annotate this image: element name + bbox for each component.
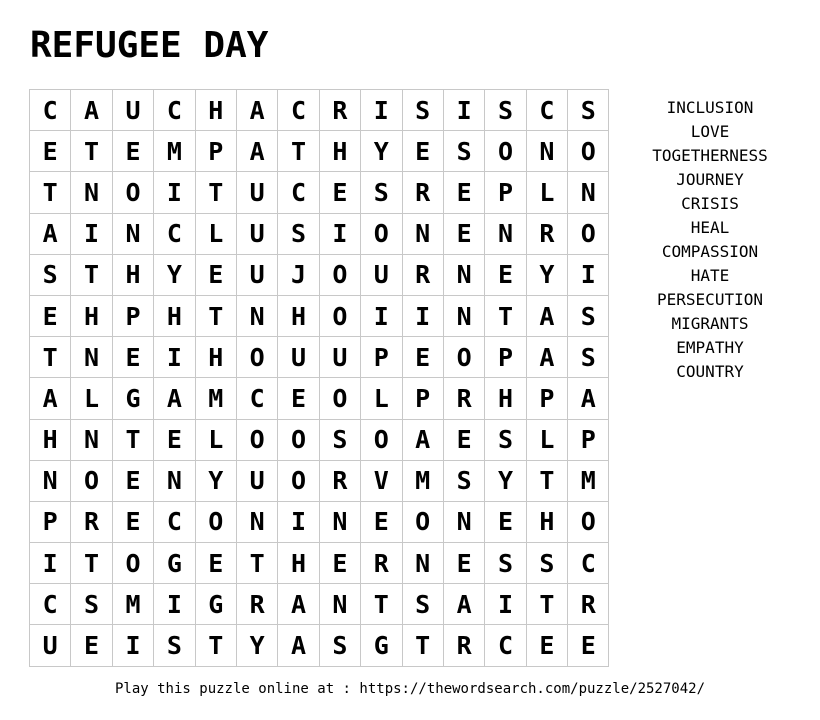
- grid-cell-r6-c6[interactable]: U: [278, 337, 319, 378]
- grid-cell-r1-c8[interactable]: Y: [361, 131, 402, 172]
- grid-cell-r3-c8[interactable]: O: [361, 214, 402, 255]
- grid-cell-r4-c6[interactable]: J: [278, 255, 319, 296]
- grid-cell-r11-c10[interactable]: E: [444, 543, 485, 584]
- grid-cell-r0-c3[interactable]: C: [154, 90, 195, 131]
- grid-cell-r10-c7[interactable]: N: [320, 502, 361, 543]
- grid-cell-r9-c8[interactable]: V: [361, 461, 402, 502]
- grid-cell-r11-c9[interactable]: N: [403, 543, 444, 584]
- grid-cell-r9-c10[interactable]: S: [444, 461, 485, 502]
- grid-cell-r8-c0[interactable]: H: [30, 420, 71, 461]
- grid-cell-r0-c12[interactable]: C: [527, 90, 568, 131]
- word-list-item: HATE: [690, 266, 730, 285]
- grid-cell-r0-c13[interactable]: S: [568, 90, 609, 131]
- grid-cell-r2-c8[interactable]: S: [361, 172, 402, 213]
- grid-cell-r6-c0[interactable]: T: [30, 337, 71, 378]
- grid-cell-r8-c3[interactable]: E: [154, 420, 195, 461]
- grid-cell-r5-c13[interactable]: S: [568, 296, 609, 337]
- grid-cell-r5-c8[interactable]: I: [361, 296, 402, 337]
- grid-cell-r12-c6[interactable]: A: [278, 584, 319, 625]
- grid-cell-r13-c9[interactable]: T: [403, 625, 444, 666]
- grid-cell-r5-c1[interactable]: H: [71, 296, 112, 337]
- grid-cell-r5-c10[interactable]: N: [444, 296, 485, 337]
- grid-cell-r2-c3[interactable]: I: [154, 172, 195, 213]
- grid-cell-r3-c6[interactable]: S: [278, 214, 319, 255]
- grid-cell-r0-c6[interactable]: C: [278, 90, 319, 131]
- grid-cell-r0-c2[interactable]: U: [113, 90, 154, 131]
- grid-cell-r3-c7[interactable]: I: [320, 214, 361, 255]
- grid-cell-r2-c4[interactable]: T: [196, 172, 237, 213]
- grid-cell-r3-c0[interactable]: A: [30, 214, 71, 255]
- grid-cell-r9-c3[interactable]: N: [154, 461, 195, 502]
- grid-cell-r9-c2[interactable]: E: [113, 461, 154, 502]
- grid-cell-r9-c0[interactable]: N: [30, 461, 71, 502]
- grid-cell-r4-c2[interactable]: H: [113, 255, 154, 296]
- grid-cell-r7-c3[interactable]: A: [154, 378, 195, 419]
- letter-grid[interactable]: [29, 89, 609, 667]
- grid-cell-r5-c0[interactable]: E: [30, 296, 71, 337]
- grid-cell-r9-c11[interactable]: Y: [485, 461, 526, 502]
- grid-cell-r13-c7[interactable]: S: [320, 625, 361, 666]
- grid-cell-r0-c1[interactable]: A: [71, 90, 112, 131]
- grid-cell-r1-c5[interactable]: A: [237, 131, 278, 172]
- grid-cell-r1-c13[interactable]: O: [568, 131, 609, 172]
- word-list-item: LOVE: [690, 122, 730, 141]
- grid-cell-r2-c0[interactable]: T: [30, 172, 71, 213]
- grid-cell-r7-c7[interactable]: O: [320, 378, 361, 419]
- grid-cell-r8-c2[interactable]: T: [113, 420, 154, 461]
- grid-cell-r4-c0[interactable]: S: [30, 255, 71, 296]
- grid-cell-r13-c10[interactable]: R: [444, 625, 485, 666]
- footer-link-text[interactable]: Play this puzzle online at : https://thewordsearch.com/puzzle/2527042/: [114, 681, 705, 697]
- grid-cell-r5-c4[interactable]: T: [196, 296, 237, 337]
- grid-cell-r9-c9[interactable]: M: [403, 461, 444, 502]
- grid-cell-r12-c13[interactable]: R: [568, 584, 609, 625]
- grid-cell-r4-c8[interactable]: U: [361, 255, 402, 296]
- grid-cell-r7-c8[interactable]: L: [361, 378, 402, 419]
- grid-cell-r5-c11[interactable]: T: [485, 296, 526, 337]
- grid-cell-r3-c2[interactable]: N: [113, 214, 154, 255]
- word-list-item: PERSECUTION: [657, 290, 763, 309]
- grid-cell-r2-c13[interactable]: N: [568, 172, 609, 213]
- grid-cell-r2-c2[interactable]: O: [113, 172, 154, 213]
- word-list-item: COMPASSION: [661, 242, 759, 261]
- grid-cell-r3-c10[interactable]: E: [444, 214, 485, 255]
- word-list-item: INCLUSION: [666, 98, 754, 117]
- grid-cell-r8-c9[interactable]: A: [403, 420, 444, 461]
- word-list-item: MIGRANTS: [671, 314, 749, 333]
- grid-cell-r5-c9[interactable]: I: [403, 296, 444, 337]
- grid-cell-r8-c13[interactable]: P: [568, 420, 609, 461]
- grid-cell-r8-c12[interactable]: L: [527, 420, 568, 461]
- grid-cell-r0-c10[interactable]: I: [444, 90, 485, 131]
- grid-cell-r3-c13[interactable]: O: [568, 214, 609, 255]
- grid-cell-r3-c5[interactable]: U: [237, 214, 278, 255]
- grid-cell-r11-c8[interactable]: R: [361, 543, 402, 584]
- grid-cell-r4-c1[interactable]: T: [71, 255, 112, 296]
- grid-cell-r10-c11[interactable]: E: [485, 502, 526, 543]
- grid-cell-r11-c0[interactable]: I: [30, 543, 71, 584]
- grid-cell-r4-c9[interactable]: R: [403, 255, 444, 296]
- grid-cell-r11-c2[interactable]: O: [113, 543, 154, 584]
- grid-cell-r6-c9[interactable]: E: [403, 337, 444, 378]
- word-list-item: COUNTRY: [676, 362, 744, 381]
- word-list-item: HEAL: [690, 218, 730, 237]
- grid-cell-r11-c6[interactable]: H: [278, 543, 319, 584]
- grid-cell-r10-c0[interactable]: P: [30, 502, 71, 543]
- grid-cell-r12-c8[interactable]: T: [361, 584, 402, 625]
- grid-cell-r7-c10[interactable]: R: [444, 378, 485, 419]
- grid-cell-r10-c13[interactable]: O: [568, 502, 609, 543]
- grid-cell-r1-c7[interactable]: H: [320, 131, 361, 172]
- grid-cell-r10-c3[interactable]: C: [154, 502, 195, 543]
- grid-cell-r8-c6[interactable]: O: [278, 420, 319, 461]
- grid-cell-r12-c2[interactable]: M: [113, 584, 154, 625]
- grid-cell-r2-c5[interactable]: U: [237, 172, 278, 213]
- grid-cell-r3-c11[interactable]: N: [485, 214, 526, 255]
- grid-cell-r8-c10[interactable]: E: [444, 420, 485, 461]
- grid-cell-r1-c9[interactable]: E: [403, 131, 444, 172]
- grid-cell-r10-c10[interactable]: N: [444, 502, 485, 543]
- grid-cell-r4-c3[interactable]: Y: [154, 255, 195, 296]
- grid-cell-r6-c4[interactable]: H: [196, 337, 237, 378]
- grid-cell-r8-c5[interactable]: O: [237, 420, 278, 461]
- grid-cell-r4-c13[interactable]: I: [568, 255, 609, 296]
- word-list: [630, 96, 790, 384]
- grid-cell-r9-c12[interactable]: T: [527, 461, 568, 502]
- grid-cell-r7-c9[interactable]: P: [403, 378, 444, 419]
- grid-cell-r10-c5[interactable]: N: [237, 502, 278, 543]
- grid-cell-r1-c3[interactable]: M: [154, 131, 195, 172]
- grid-cell-r5-c3[interactable]: H: [154, 296, 195, 337]
- grid-cell-r4-c5[interactable]: U: [237, 255, 278, 296]
- grid-cell-r3-c4[interactable]: L: [196, 214, 237, 255]
- grid-cell-r11-c13[interactable]: C: [568, 543, 609, 584]
- grid-cell-r12-c10[interactable]: A: [444, 584, 485, 625]
- grid-cell-r1-c1[interactable]: T: [71, 131, 112, 172]
- grid-cell-r0-c0[interactable]: C: [30, 90, 71, 131]
- grid-cell-r13-c13[interactable]: E: [568, 625, 609, 666]
- grid-cell-r12-c3[interactable]: I: [154, 584, 195, 625]
- grid-cell-r10-c8[interactable]: E: [361, 502, 402, 543]
- grid-cell-r8-c1[interactable]: N: [71, 420, 112, 461]
- grid-cell-r12-c7[interactable]: N: [320, 584, 361, 625]
- grid-cell-r2-c10[interactable]: E: [444, 172, 485, 213]
- grid-cell-r8-c4[interactable]: L: [196, 420, 237, 461]
- grid-cell-r9-c5[interactable]: U: [237, 461, 278, 502]
- grid-cell-r7-c2[interactable]: G: [113, 378, 154, 419]
- grid-cell-r6-c12[interactable]: A: [527, 337, 568, 378]
- grid-cell-r13-c0[interactable]: U: [30, 625, 71, 666]
- grid-cell-r0-c5[interactable]: A: [237, 90, 278, 131]
- grid-cell-r7-c1[interactable]: L: [71, 378, 112, 419]
- grid-cell-r7-c4[interactable]: M: [196, 378, 237, 419]
- grid-cell-r7-c13[interactable]: A: [568, 378, 609, 419]
- grid-cell-r12-c4[interactable]: G: [196, 584, 237, 625]
- grid-cell-r13-c8[interactable]: G: [361, 625, 402, 666]
- grid-cell-r2-c9[interactable]: R: [403, 172, 444, 213]
- grid-cell-r11-c11[interactable]: S: [485, 543, 526, 584]
- grid-cell-r6-c3[interactable]: I: [154, 337, 195, 378]
- grid-cell-r1-c11[interactable]: O: [485, 131, 526, 172]
- grid-cell-r10-c9[interactable]: O: [403, 502, 444, 543]
- grid-cell-r12-c0[interactable]: C: [30, 584, 71, 625]
- puzzle-title: REFUGEE DAY: [30, 25, 269, 66]
- grid-cell-r4-c11[interactable]: E: [485, 255, 526, 296]
- grid-cell-r1-c6[interactable]: T: [278, 131, 319, 172]
- grid-cell-r4-c4[interactable]: E: [196, 255, 237, 296]
- grid-cell-r12-c11[interactable]: I: [485, 584, 526, 625]
- grid-cell-r12-c1[interactable]: S: [71, 584, 112, 625]
- grid-cell-r6-c5[interactable]: O: [237, 337, 278, 378]
- grid-cell-r13-c5[interactable]: Y: [237, 625, 278, 666]
- grid-cell-r4-c7[interactable]: O: [320, 255, 361, 296]
- grid-cell-r10-c4[interactable]: O: [196, 502, 237, 543]
- grid-cell-r11-c7[interactable]: E: [320, 543, 361, 584]
- grid-cell-r1-c4[interactable]: P: [196, 131, 237, 172]
- grid-cell-r11-c5[interactable]: T: [237, 543, 278, 584]
- grid-cell-r8-c8[interactable]: O: [361, 420, 402, 461]
- grid-cell-r3-c1[interactable]: I: [71, 214, 112, 255]
- grid-cell-r0-c11[interactable]: S: [485, 90, 526, 131]
- grid-cell-r1-c0[interactable]: E: [30, 131, 71, 172]
- grid-cell-r10-c12[interactable]: H: [527, 502, 568, 543]
- grid-cell-r6-c11[interactable]: P: [485, 337, 526, 378]
- grid-cell-r0-c4[interactable]: H: [196, 90, 237, 131]
- word-list-item: CRISIS: [681, 194, 739, 213]
- grid-cell-r1-c2[interactable]: E: [113, 131, 154, 172]
- grid-cell-r13-c6[interactable]: A: [278, 625, 319, 666]
- grid-cell-r9-c6[interactable]: O: [278, 461, 319, 502]
- grid-cell-r5-c2[interactable]: P: [113, 296, 154, 337]
- grid-cell-r13-c3[interactable]: S: [154, 625, 195, 666]
- grid-cell-r1-c12[interactable]: N: [527, 131, 568, 172]
- grid-cell-r11-c3[interactable]: G: [154, 543, 195, 584]
- grid-cell-r2-c7[interactable]: E: [320, 172, 361, 213]
- grid-cell-r7-c5[interactable]: C: [237, 378, 278, 419]
- grid-cell-r12-c5[interactable]: R: [237, 584, 278, 625]
- grid-cell-r9-c4[interactable]: Y: [196, 461, 237, 502]
- grid-cell-r12-c9[interactable]: S: [403, 584, 444, 625]
- grid-cell-r5-c6[interactable]: H: [278, 296, 319, 337]
- grid-cell-r11-c12[interactable]: S: [527, 543, 568, 584]
- grid-cell-r10-c6[interactable]: I: [278, 502, 319, 543]
- grid-cell-r8-c7[interactable]: S: [320, 420, 361, 461]
- grid-cell-r7-c0[interactable]: A: [30, 378, 71, 419]
- word-list-item: EMPATHY: [676, 338, 744, 357]
- grid-cell-r0-c7[interactable]: R: [320, 90, 361, 131]
- grid-cell-r5-c5[interactable]: N: [237, 296, 278, 337]
- grid-cell-r9-c13[interactable]: M: [568, 461, 609, 502]
- grid-cell-r6-c10[interactable]: O: [444, 337, 485, 378]
- grid-cell-r13-c4[interactable]: T: [196, 625, 237, 666]
- grid-cell-r7-c12[interactable]: P: [527, 378, 568, 419]
- word-list-item: JOURNEY: [676, 170, 744, 189]
- grid-cell-r2-c12[interactable]: L: [527, 172, 568, 213]
- grid-cell-r6-c13[interactable]: S: [568, 337, 609, 378]
- grid-cell-r9-c1[interactable]: O: [71, 461, 112, 502]
- grid-cell-r13-c11[interactable]: C: [485, 625, 526, 666]
- grid-cell-r1-c10[interactable]: S: [444, 131, 485, 172]
- grid-cell-r2-c11[interactable]: P: [485, 172, 526, 213]
- grid-cell-r2-c6[interactable]: C: [278, 172, 319, 213]
- grid-cell-r6-c8[interactable]: P: [361, 337, 402, 378]
- grid-cell-r12-c12[interactable]: T: [527, 584, 568, 625]
- grid-cell-r11-c1[interactable]: T: [71, 543, 112, 584]
- grid-cell-r13-c12[interactable]: E: [527, 625, 568, 666]
- grid-cell-r2-c1[interactable]: N: [71, 172, 112, 213]
- grid-cell-r6-c1[interactable]: N: [71, 337, 112, 378]
- grid-cell-r8-c11[interactable]: S: [485, 420, 526, 461]
- grid-cell-r7-c6[interactable]: E: [278, 378, 319, 419]
- grid-cell-r5-c12[interactable]: A: [527, 296, 568, 337]
- grid-cell-r11-c4[interactable]: E: [196, 543, 237, 584]
- grid-cell-r7-c11[interactable]: H: [485, 378, 526, 419]
- grid-cell-r0-c8[interactable]: I: [361, 90, 402, 131]
- grid-cell-r3-c12[interactable]: R: [527, 214, 568, 255]
- grid-cell-r4-c12[interactable]: Y: [527, 255, 568, 296]
- grid-cell-r10-c2[interactable]: E: [113, 502, 154, 543]
- grid-cell-r3-c3[interactable]: C: [154, 214, 195, 255]
- grid-cell-r5-c7[interactable]: O: [320, 296, 361, 337]
- grid-cell-r6-c2[interactable]: E: [113, 337, 154, 378]
- grid-cell-r6-c7[interactable]: U: [320, 337, 361, 378]
- grid-cell-r4-c10[interactable]: N: [444, 255, 485, 296]
- word-list-item: TOGETHERNESS: [652, 146, 768, 165]
- grid-cell-r9-c7[interactable]: R: [320, 461, 361, 502]
- grid-cell-r13-c1[interactable]: E: [71, 625, 112, 666]
- grid-cell-r10-c1[interactable]: R: [71, 502, 112, 543]
- grid-cell-r0-c9[interactable]: S: [403, 90, 444, 131]
- grid-cell-r3-c9[interactable]: N: [403, 214, 444, 255]
- grid-cell-r13-c2[interactable]: I: [113, 625, 154, 666]
